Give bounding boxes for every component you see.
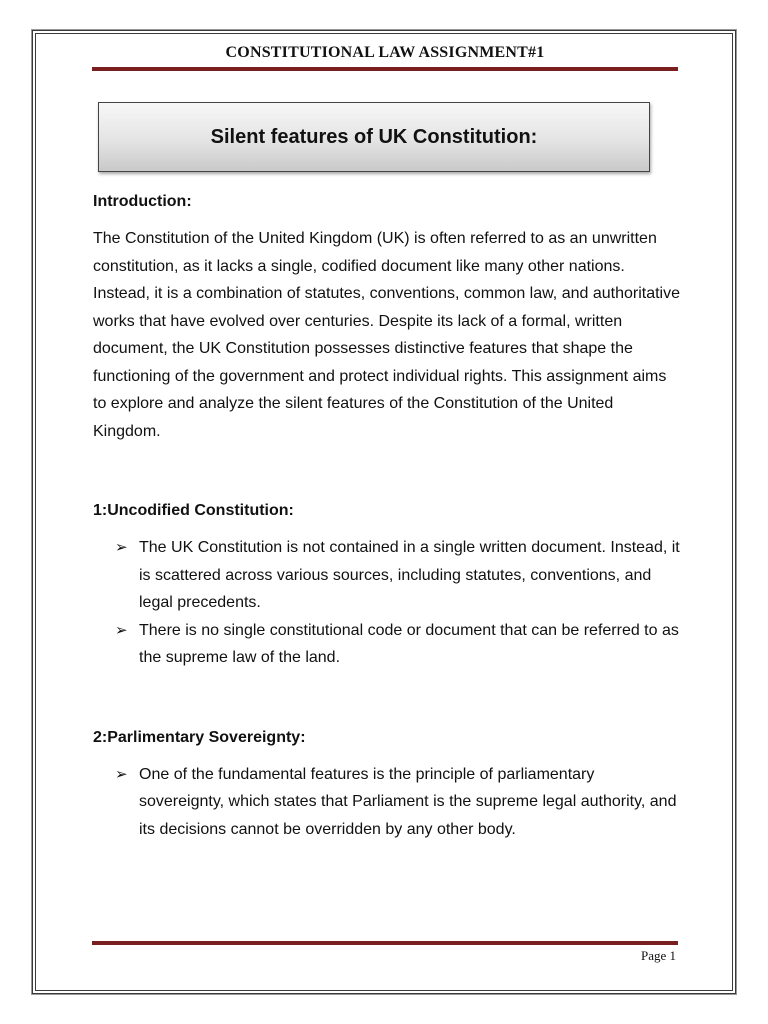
intro-heading: Introduction: — [93, 193, 192, 210]
list-item-text: One of the fundamental features is the principle of parliamentary sovereignty, which states that Parliament is the supreme legal authority, and its decisions cannot be overridden by any other body. — [139, 765, 677, 838]
arrow-bullet-icon: ➢ — [115, 539, 128, 556]
page-number: Page 1 — [640, 948, 676, 963]
list-item — [115, 761, 683, 844]
list-item — [115, 617, 683, 672]
bullet-list — [93, 761, 683, 844]
list-item-text: There is no single constitutional code or document that can be referred to as the supreme law of the land. — [139, 621, 679, 666]
section-heading: 1:Uncodified Constitution: — [93, 502, 294, 519]
arrow-bullet-icon: ➢ — [115, 621, 128, 639]
document-title: Silent features of UK Constitution: — [210, 125, 538, 148]
footer-rule — [92, 941, 678, 945]
bullet-list — [93, 534, 683, 672]
section-uncodified — [93, 497, 683, 672]
section-heading: 2:Parlimentary Sovereignty: — [93, 728, 306, 746]
title-box — [98, 102, 650, 172]
intro-paragraph: The Constitution of the United Kingdom (UK) is often referred to as an unwritten constitution, as it lacks a single, codified document like many other nations. Instead, it is a combination of statutes, conventions, common law, and authoritative works that have evolved over centuries. Despite its lack of a formal, written document, the UK Constitution possesses distinctive features that shape the functioning of the government and protect individual rights. This assignment aims to explore and analyze the silent features of the Constitution of the United Kingdom. — [93, 230, 680, 440]
arrow-bullet-icon: ➢ — [115, 765, 128, 783]
list-item — [115, 534, 683, 617]
header-title: CONSTITUTIONAL LAW ASSIGNMENT#1 — [225, 44, 545, 61]
header-rule — [92, 67, 678, 71]
list-item-text: The UK Constitution is not contained in a single written document. Instead, it is scattered across various sources, including statutes, conventions, and legal precedents. — [139, 539, 680, 611]
section-parliamentary-sovereignty — [93, 724, 683, 844]
document-body — [93, 188, 683, 843]
